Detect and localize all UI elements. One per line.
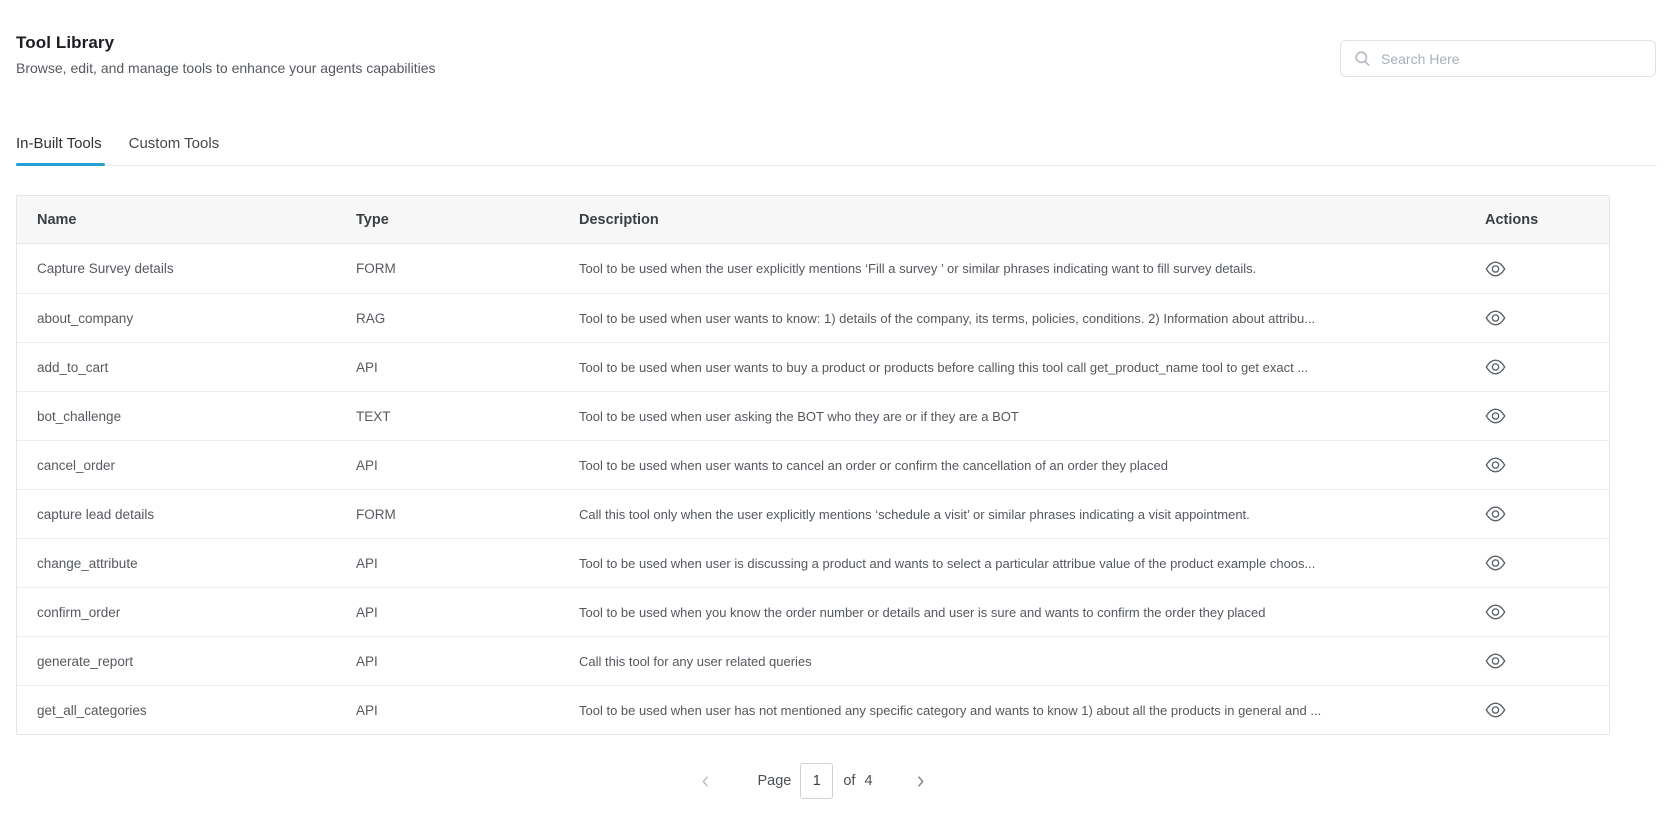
tool-name-cell: cancel_order [37, 457, 116, 473]
column-header-name: Name [37, 211, 77, 228]
search-icon [1353, 49, 1381, 68]
tool-description-cell: Tool to be used when user is discussing a product and wants to select a particular attribue value of the product example choos... [579, 555, 1316, 571]
view-tool-button[interactable] [1485, 258, 1511, 280]
total-pages: 4 [864, 773, 873, 789]
view-tool-button[interactable] [1485, 405, 1511, 427]
tool-name-cell: get_all_categories [37, 702, 147, 718]
eye-icon [1485, 310, 1506, 326]
prev-page-button[interactable] [694, 770, 717, 793]
view-tool-button[interactable] [1485, 503, 1511, 525]
pagination [16, 763, 1610, 799]
eye-icon [1485, 506, 1506, 522]
of-label: of [843, 773, 856, 789]
tool-type-cell: RAG [356, 310, 386, 326]
tool-name-cell: capture lead details [37, 506, 155, 522]
table-row [17, 489, 1609, 538]
search-input[interactable] [1381, 51, 1643, 67]
tool-name-cell: about_company [37, 310, 134, 326]
eye-icon [1485, 408, 1506, 424]
tool-description-cell: Tool to be used when user wants to know: 1) details of the company, its terms, policies, conditions. 2) Information about attribu... [579, 310, 1316, 326]
tool-type-cell: TEXT [356, 408, 391, 424]
tool-name-cell: change_attribute [37, 555, 138, 571]
view-tool-button[interactable] [1485, 601, 1511, 623]
column-header-actions: Actions [1485, 211, 1539, 228]
tool-description-cell: Tool to be used when user asking the BOT who they are or if they are a BOT [579, 408, 1019, 424]
view-tool-button[interactable] [1485, 699, 1511, 721]
tool-type-cell: API [356, 604, 378, 620]
tool-type-cell: API [356, 653, 378, 669]
page-title: Tool Library [16, 33, 115, 52]
eye-icon [1485, 359, 1506, 375]
tool-description-cell: Call this tool only when the user explicitly mentions ‘schedule a visit’ or similar phrases indicating a visit appointment. [579, 506, 1250, 522]
tool-description-cell: Tool to be used when user wants to buy a product or products before calling this tool call get_product_name tool to get exact ... [579, 359, 1309, 375]
view-tool-button[interactable] [1485, 650, 1511, 672]
table-row [17, 685, 1609, 734]
eye-icon [1485, 653, 1506, 669]
table-row [17, 293, 1609, 342]
tool-name-cell: Capture Survey details [37, 261, 174, 276]
tool-name-cell: add_to_cart [37, 359, 109, 375]
tab-bar [16, 133, 1657, 166]
page-label: Page [757, 773, 792, 789]
eye-icon [1485, 457, 1506, 473]
view-tool-button[interactable] [1485, 356, 1511, 378]
view-tool-button[interactable] [1485, 307, 1511, 329]
page-number-input[interactable] [800, 763, 833, 799]
table-header-row [17, 196, 1609, 244]
table-row [17, 587, 1609, 636]
tool-type-cell: API [356, 359, 378, 375]
eye-icon [1485, 702, 1506, 718]
table-row [17, 244, 1609, 293]
tab-custom-tools[interactable]: Custom Tools [128, 135, 220, 152]
tool-type-cell: API [356, 457, 378, 473]
tool-description-cell: Tool to be used when the user explicitly mentions ‘Fill a survey ’ or similar phrases indicating want to fill survey details. [579, 261, 1257, 276]
page-subtitle: Browse, edit, and manage tools to enhance your agents capabilities [16, 60, 436, 76]
tool-description-cell: Tool to be used when you know the order number or details and user is sure and wants to confirm the order they placed [579, 604, 1266, 620]
search-box[interactable] [1340, 40, 1656, 77]
column-header-description: Description [579, 211, 659, 228]
tool-type-cell: API [356, 555, 378, 571]
tool-type-cell: FORM [356, 261, 396, 276]
tool-description-cell: Call this tool for any user related queries [579, 653, 812, 669]
table-row [17, 342, 1609, 391]
tool-name-cell: generate_report [37, 653, 134, 669]
tool-name-cell: bot_challenge [37, 408, 122, 424]
tool-type-cell: FORM [356, 506, 396, 522]
table-row [17, 391, 1609, 440]
tab-in-built-tools[interactable]: In-Built Tools [16, 133, 102, 165]
tools-table [16, 195, 1610, 735]
tool-description-cell: Tool to be used when user wants to cancel an order or confirm the cancellation of an order they placed [579, 457, 1168, 473]
table-body [17, 244, 1609, 734]
tool-type-cell: API [356, 702, 378, 718]
column-header-type: Type [356, 211, 389, 228]
table-row [17, 538, 1609, 587]
chevron-right-icon [913, 774, 928, 789]
eye-icon [1485, 261, 1506, 277]
table-row [17, 636, 1609, 685]
tool-name-cell: confirm_order [37, 604, 121, 620]
view-tool-button[interactable] [1485, 552, 1511, 574]
eye-icon [1485, 604, 1506, 620]
view-tool-button[interactable] [1485, 454, 1511, 476]
tool-description-cell: Tool to be used when user has not mentioned any specific category and wants to know 1) about all the products in general and ... [579, 702, 1322, 718]
chevron-left-icon [698, 774, 713, 789]
eye-icon [1485, 555, 1506, 571]
next-page-button[interactable] [909, 770, 932, 793]
table-row [17, 440, 1609, 489]
